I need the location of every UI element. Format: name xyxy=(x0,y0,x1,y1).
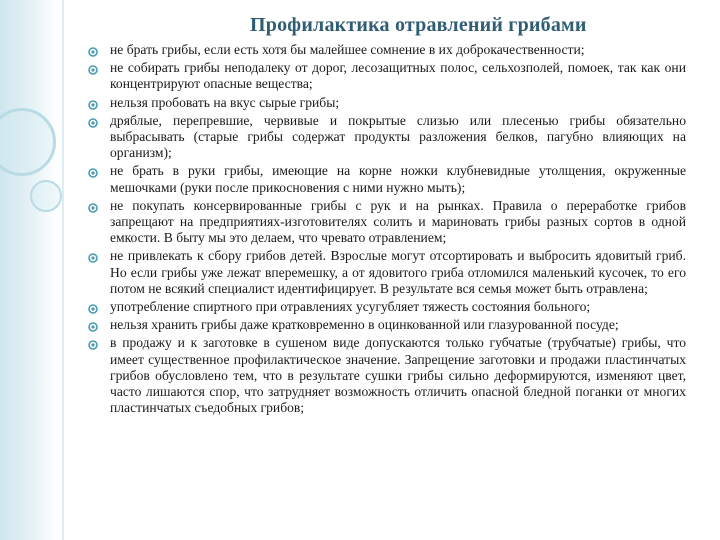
decorative-circle-small xyxy=(30,180,62,212)
decorative-divider xyxy=(62,0,64,540)
list-item xyxy=(88,335,686,416)
list-item xyxy=(88,248,686,297)
list-item xyxy=(88,299,686,315)
circle-bullet-icon xyxy=(88,251,98,261)
circle-bullet-icon xyxy=(88,302,98,312)
circle-bullet-icon xyxy=(88,166,98,176)
circle-bullet-icon xyxy=(88,45,98,55)
decorative-side-stripe xyxy=(0,0,58,540)
circle-bullet-icon xyxy=(88,98,98,108)
list-item xyxy=(88,113,686,162)
slide-title: Профилактика отравлений грибами xyxy=(250,14,587,36)
list-item-text: нельзя пробовать на вкус сырые грибы; xyxy=(110,94,340,110)
list-item-text: дряблые, перепревшие, червивые и покрытые слизью или плесенью грибы обязательно выбрасывать (старые грибы содержат продукты разложения белков, пагубно влияющих на организм); xyxy=(110,112,686,161)
list-item-text: не привлекать к сбору грибов детей. Взрослые могут отсортировать и выбросить ядовитый гриб. Но если грибы уже лежат вперемешку, а от ядовитого гриба отломился маленький кусочек, то его потом не всякий специалист идентифицирует. В результате вся семья может быть отравлена; xyxy=(110,248,686,296)
circle-bullet-icon xyxy=(88,338,98,348)
list-item-text: употребление спиртного при отравлениях усугубляет тяжесть состояния больного; xyxy=(110,299,591,315)
list-item-text: в продажу и к заготовке в сушеном виде допускаются только губчатые (трубчатые) грибы, что имеет существенное профилактическое значение. Запрещение заготовки и продажи пластинчатых грибов обусловлено тем, что в результате сушки грибы сильно деформируются, изменяют цвет, часто лишаются спор, что затрудняет возможность отличить опасной бледной поганки от многих пластинчатых съедобных грибов; xyxy=(110,335,686,416)
list-item-text: не собирать грибы неподалеку от дорог, лесозащитных полос, сельхозполей, помоек, так как они концентрируют опасные вещества; xyxy=(110,60,686,92)
list-item xyxy=(88,198,686,247)
circle-bullet-icon xyxy=(88,116,98,126)
list-item-text: не брать в руки грибы, имеющие на корне ножки клубневидные утолщения, окруженные мешочками (руки после прикосновения с ними нужно мыть); xyxy=(110,163,686,195)
circle-bullet-icon xyxy=(88,201,98,211)
list-item-text: не брать грибы, если есть хотя бы малейшее сомнение в их доброкачественности; xyxy=(110,42,585,57)
list-item xyxy=(88,60,686,92)
circle-bullet-icon xyxy=(88,63,98,73)
list-item xyxy=(88,317,686,333)
list-item xyxy=(88,95,686,111)
bullet-list xyxy=(88,42,686,418)
list-item-text: нельзя хранить грибы даже кратковременно в оцинкованной или глазурованной посуде; xyxy=(110,317,619,333)
list-item-text: не покупать консервированные грибы с рук и на рынках. Правила о переработке грибов запрещают на предприятиях-изготовителях солить и мариновать грибы разных сортов в одной емкости. В быту мы это делаем, что чревато отравлением; xyxy=(110,197,686,246)
circle-bullet-icon xyxy=(88,320,98,330)
list-item xyxy=(88,42,686,58)
list-item xyxy=(88,163,686,195)
